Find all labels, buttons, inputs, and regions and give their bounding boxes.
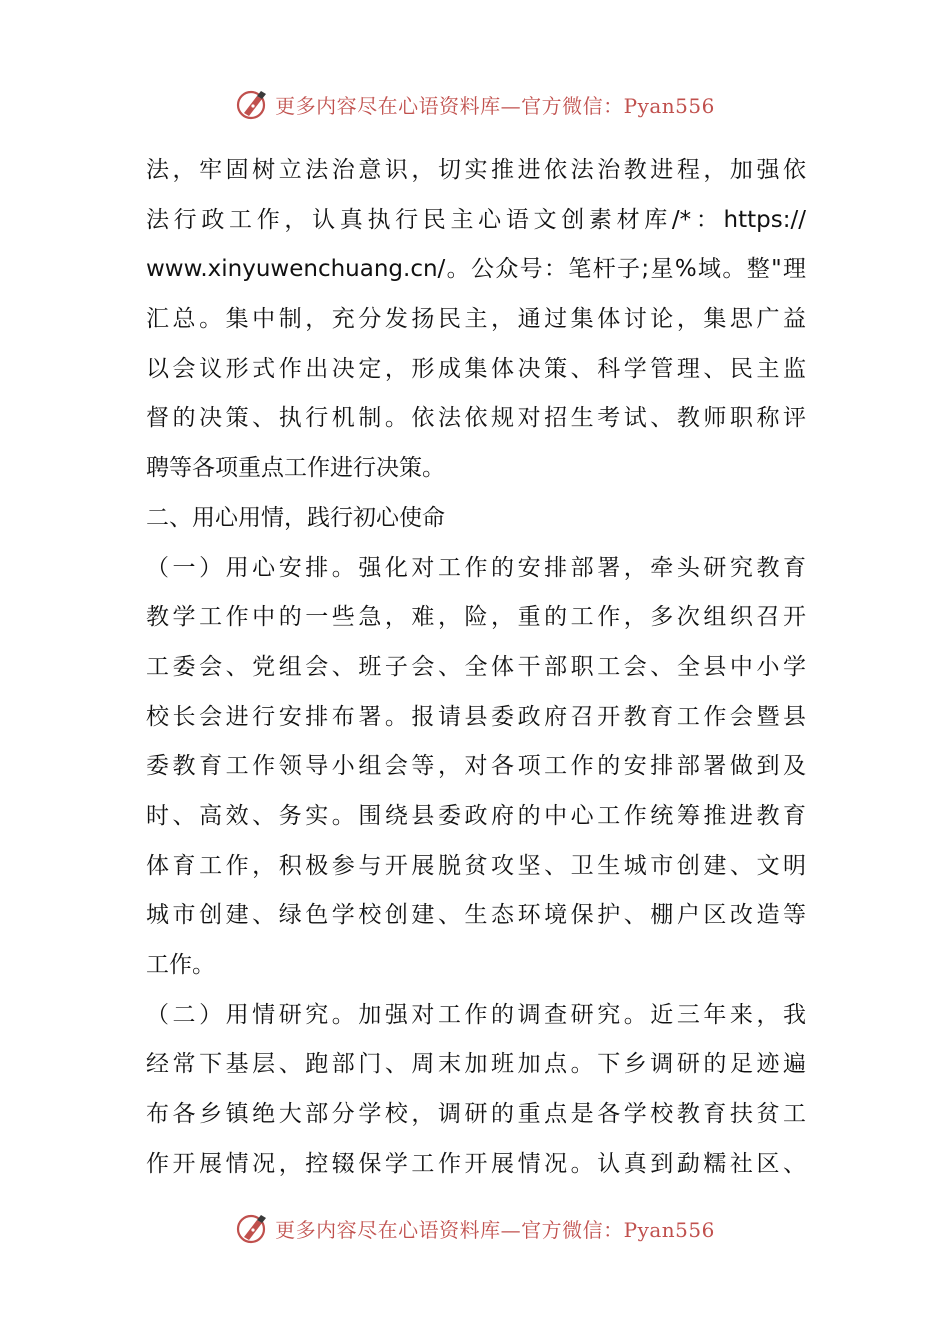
text-line: www.xinyuwenchuang.cn/。公众号：笔杆子;星%域。整"理 (146, 256, 806, 283)
text-line: 以会议形式作出决定，形成集体决策、科学管理、民主监 (146, 355, 806, 382)
text-line: 时、高效、务实。围绕县委政府的中心工作统筹推进教育 (146, 802, 806, 829)
header-banner-text: 更多内容尽在心语资料库—官方微信：Pyan556 (275, 93, 715, 118)
text-line: 体育工作，积极参与开展脱贫攻坚、卫生城市创建、文明 (146, 852, 806, 879)
section-heading: 二、用心用情，践行初心使命 (146, 504, 445, 531)
footer-banner-text: 更多内容尽在心语资料库—官方微信：Pyan556 (275, 1217, 715, 1242)
text-line: 工委会、党组会、班子会、全体干部职工会、全县中小学 (146, 653, 806, 680)
footer-banner (0, 1208, 950, 1248)
text-line: 作开展情况，控辍保学工作开展情况。认真到勐糯社区、 (146, 1150, 806, 1177)
text-line: 聘等各项重点工作进行决策。 (146, 455, 445, 482)
pen-nib-logo-icon (235, 1210, 271, 1246)
text-line: 工作。 (146, 952, 215, 978)
header-banner (0, 84, 950, 124)
text-line: 法行政工作，认真执行民主心语文创素材库/*：https:// (146, 206, 806, 233)
text-line: 经常下基层、跑部门、周末加班加点。下乡调研的足迹遍 (146, 1051, 806, 1078)
text-line: 校长会进行安排布署。报请县委政府召开教育工作会暨县 (146, 703, 806, 730)
body-text (146, 146, 806, 1189)
text-line: （一）用心安排。强化对工作的安排部署，牵头研究教育 (146, 554, 806, 581)
text-line: 法，牢固树立法治意识，切实推进依法治教进程，加强依 (146, 157, 806, 183)
text-line: 委教育工作领导小组会等，对各项工作的安排部署做到及 (146, 753, 806, 780)
text-line: 教学工作中的一些急，难，险，重的工作，多次组织召开 (146, 604, 806, 631)
text-line: （二）用情研究。加强对工作的调查研究。近三年来，我 (146, 1001, 806, 1028)
text-line: 布各乡镇绝大部分学校，调研的重点是各学校教育扶贫工 (146, 1101, 806, 1128)
text-line: 督的决策、执行机制。依法依规对招生考试、教师职称评 (146, 405, 806, 432)
text-line: 城市创建、绿色学校创建、生态环境保护、棚户区改造等 (146, 902, 806, 929)
text-line: 汇总。集中制，充分发扬民主，通过集体讨论，集思广益 (146, 306, 806, 333)
pen-nib-logo-icon (235, 86, 271, 122)
